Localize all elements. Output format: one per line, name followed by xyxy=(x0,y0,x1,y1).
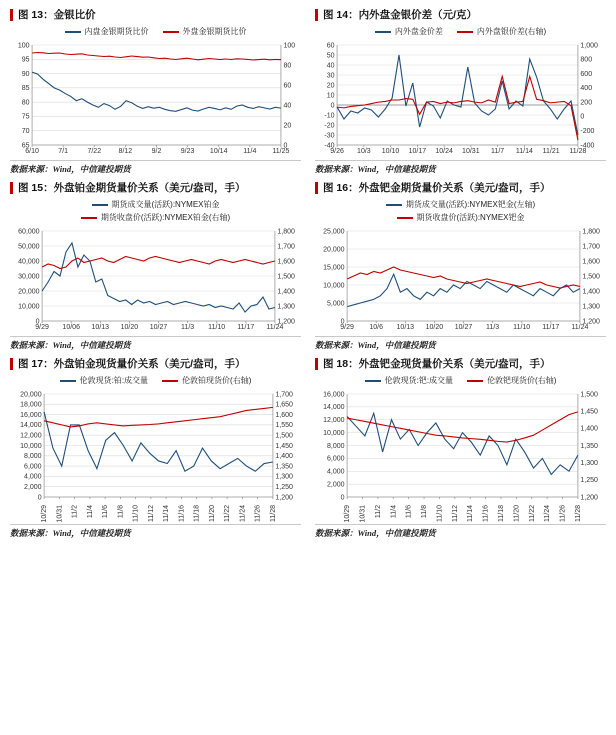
svg-text:9/29: 9/29 xyxy=(35,324,49,331)
legend-label: 期货成交量(活跃):NYMEX钯金(左轴) xyxy=(405,200,536,209)
svg-text:1,700: 1,700 xyxy=(275,391,293,399)
svg-text:1,300: 1,300 xyxy=(582,303,600,311)
panel-17-title xyxy=(10,357,301,371)
svg-text:1,250: 1,250 xyxy=(275,484,293,491)
svg-text:25,000: 25,000 xyxy=(323,228,345,236)
svg-text:60,000: 60,000 xyxy=(18,228,40,236)
svg-text:1,000: 1,000 xyxy=(580,42,598,50)
legend-item xyxy=(375,26,443,37)
svg-text:20: 20 xyxy=(326,82,335,90)
svg-text:10/14: 10/14 xyxy=(209,148,228,155)
panel-chart-18 xyxy=(315,357,606,539)
panel-16-chart xyxy=(315,225,606,335)
legend-label: 内外盘金价差 xyxy=(394,27,443,36)
panel-13-name: 金银比价 xyxy=(53,9,96,21)
svg-text:11/16: 11/16 xyxy=(178,505,186,522)
svg-text:10/27: 10/27 xyxy=(149,324,168,331)
legend-swatch-icon xyxy=(81,217,97,219)
panel-14-number: 图 14： xyxy=(323,9,359,21)
legend-item xyxy=(81,212,230,223)
svg-text:100: 100 xyxy=(283,42,296,50)
svg-text:0: 0 xyxy=(580,113,585,121)
svg-text:10/13: 10/13 xyxy=(91,324,110,331)
svg-text:4,000: 4,000 xyxy=(24,473,42,481)
legend-item xyxy=(92,199,220,210)
svg-text:11/8: 11/8 xyxy=(117,505,125,519)
svg-text:4,000: 4,000 xyxy=(327,468,345,476)
svg-text:16,000: 16,000 xyxy=(20,411,42,419)
title-accent-bar xyxy=(315,182,318,194)
svg-text:10/24: 10/24 xyxy=(435,148,453,155)
svg-text:-200: -200 xyxy=(580,128,595,136)
svg-text:90: 90 xyxy=(21,70,30,78)
legend-swatch-icon xyxy=(397,217,413,219)
svg-text:50: 50 xyxy=(326,52,335,60)
legend-swatch-icon xyxy=(375,31,391,33)
panel-13-source: 数据来源：Wind，中信建投期货 xyxy=(10,160,301,175)
svg-text:1,700: 1,700 xyxy=(582,243,600,251)
svg-text:1,200: 1,200 xyxy=(580,494,598,502)
panel-chart-16 xyxy=(315,181,606,351)
svg-text:-30: -30 xyxy=(324,132,335,140)
svg-text:5,000: 5,000 xyxy=(327,300,345,308)
svg-text:30: 30 xyxy=(326,72,335,80)
svg-text:1,300: 1,300 xyxy=(580,459,598,467)
svg-text:11/10: 11/10 xyxy=(208,324,226,331)
panel-chart-17 xyxy=(10,357,301,539)
svg-text:11/18: 11/18 xyxy=(193,505,201,522)
legend-item xyxy=(467,375,556,386)
svg-text:10/13: 10/13 xyxy=(396,324,415,331)
panel-16-name: 外盘钯金期货量价关系（美元/盎司，手） xyxy=(358,182,551,194)
svg-text:11/4: 11/4 xyxy=(243,148,257,155)
svg-text:95: 95 xyxy=(21,56,30,64)
svg-text:10,000: 10,000 xyxy=(323,282,345,290)
svg-text:11/2: 11/2 xyxy=(374,505,382,519)
title-accent-bar xyxy=(10,9,13,21)
svg-text:12,000: 12,000 xyxy=(20,432,42,440)
panel-14-name: 内外盘金银价差（元/克） xyxy=(358,9,478,21)
svg-text:10/27: 10/27 xyxy=(454,324,473,331)
svg-text:10/10: 10/10 xyxy=(381,148,400,155)
svg-text:40,000: 40,000 xyxy=(18,258,40,266)
svg-text:11/28: 11/28 xyxy=(569,148,587,155)
svg-text:11/6: 11/6 xyxy=(102,505,110,519)
svg-text:11/3: 11/3 xyxy=(486,324,500,331)
panel-14-legend xyxy=(315,26,606,37)
svg-text:400: 400 xyxy=(580,85,593,93)
svg-text:0: 0 xyxy=(37,494,42,502)
svg-text:-40: -40 xyxy=(324,142,335,150)
svg-text:8,000: 8,000 xyxy=(327,442,345,450)
legend-label: 内盘金银期货比价 xyxy=(84,27,149,36)
legend-swatch-icon xyxy=(457,31,473,33)
panel-16-legend xyxy=(315,199,606,223)
svg-text:10/31: 10/31 xyxy=(462,148,480,155)
svg-text:30,000: 30,000 xyxy=(18,273,40,281)
panel-17-number: 图 17： xyxy=(18,358,54,370)
svg-text:85: 85 xyxy=(21,85,30,93)
svg-text:1,500: 1,500 xyxy=(275,432,293,440)
legend-item xyxy=(397,212,525,223)
svg-text:1,200: 1,200 xyxy=(277,318,295,326)
svg-text:0: 0 xyxy=(340,494,345,502)
svg-text:10/6: 10/6 xyxy=(369,324,384,331)
svg-text:10,000: 10,000 xyxy=(323,429,345,437)
legend-label: 伦敦现货:钯:成交量 xyxy=(384,376,454,385)
svg-text:11/26: 11/26 xyxy=(254,505,262,522)
svg-text:11/28: 11/28 xyxy=(269,505,277,522)
title-accent-bar xyxy=(315,9,318,21)
svg-text:1,350: 1,350 xyxy=(275,463,293,471)
svg-text:1,400: 1,400 xyxy=(277,288,295,296)
svg-text:50,000: 50,000 xyxy=(18,243,40,251)
panel-13-legend xyxy=(10,26,301,37)
svg-text:1,600: 1,600 xyxy=(277,258,295,266)
legend-label: 伦敦铂现货价(右轴) xyxy=(182,376,252,385)
panel-chart-15 xyxy=(10,181,301,351)
panel-15-title xyxy=(10,181,301,195)
panel-18-name: 外盘钯金现货量价关系（美元/盎司，手） xyxy=(358,358,551,370)
svg-text:1,500: 1,500 xyxy=(582,273,600,281)
svg-text:1,500: 1,500 xyxy=(277,273,295,281)
svg-text:11/24: 11/24 xyxy=(239,505,247,522)
svg-text:1,350: 1,350 xyxy=(580,442,598,450)
svg-text:11/4: 11/4 xyxy=(390,505,398,519)
svg-text:1,500: 1,500 xyxy=(580,391,598,399)
svg-text:1,300: 1,300 xyxy=(277,303,295,311)
svg-text:-10: -10 xyxy=(324,112,335,120)
svg-text:1,800: 1,800 xyxy=(277,228,295,236)
svg-text:1,700: 1,700 xyxy=(277,243,295,251)
svg-text:16,000: 16,000 xyxy=(323,391,345,399)
svg-text:11/18: 11/18 xyxy=(497,505,505,522)
panel-15-number: 图 15： xyxy=(18,182,54,194)
svg-text:11/2: 11/2 xyxy=(71,505,79,519)
svg-text:10/20: 10/20 xyxy=(120,324,139,331)
legend-swatch-icon xyxy=(365,380,381,382)
panel-16-title xyxy=(315,181,606,195)
svg-text:1,450: 1,450 xyxy=(580,408,598,416)
svg-text:1,300: 1,300 xyxy=(275,473,293,481)
svg-text:14,000: 14,000 xyxy=(323,404,345,412)
panel-16-source: 数据来源：Wind，中信建投期货 xyxy=(315,336,606,351)
title-accent-bar xyxy=(315,358,318,370)
svg-text:1,600: 1,600 xyxy=(582,258,600,266)
panel-18-title xyxy=(315,357,606,371)
svg-text:65: 65 xyxy=(21,142,30,150)
svg-text:200: 200 xyxy=(580,99,593,107)
svg-text:-400: -400 xyxy=(580,142,595,150)
panel-18-source: 数据来源：Wind，中信建投期货 xyxy=(315,524,606,539)
svg-text:11/24: 11/24 xyxy=(571,324,589,331)
svg-text:1,200: 1,200 xyxy=(275,494,293,502)
title-accent-bar xyxy=(10,358,13,370)
legend-label: 内外盘银价差(右轴) xyxy=(476,27,547,36)
panel-17-legend xyxy=(10,375,301,386)
svg-text:1,400: 1,400 xyxy=(580,425,598,433)
svg-text:8/12: 8/12 xyxy=(118,148,133,155)
svg-text:11/24: 11/24 xyxy=(544,505,552,522)
svg-text:11/10: 11/10 xyxy=(436,505,444,522)
svg-text:2,000: 2,000 xyxy=(24,484,42,491)
svg-text:9/29: 9/29 xyxy=(340,324,354,331)
svg-text:11/26: 11/26 xyxy=(559,505,567,522)
legend-label: 期货收盘价(活跃):NYMEX铂金(右轴) xyxy=(100,213,231,222)
svg-text:11/28: 11/28 xyxy=(574,505,582,522)
legend-swatch-icon xyxy=(92,204,108,206)
legend-swatch-icon xyxy=(467,380,483,382)
legend-item xyxy=(60,375,148,386)
legend-swatch-icon xyxy=(163,31,179,33)
legend-label: 期货收盘价(活跃):NYMEX钯金 xyxy=(416,213,525,222)
svg-text:11/20: 11/20 xyxy=(513,505,521,522)
svg-text:11/12: 11/12 xyxy=(451,505,459,522)
svg-text:10/3: 10/3 xyxy=(357,148,371,155)
panel-13-number: 图 13： xyxy=(18,9,54,21)
svg-text:10: 10 xyxy=(326,92,335,100)
legend-item xyxy=(162,375,251,386)
svg-text:1,550: 1,550 xyxy=(275,422,293,430)
svg-text:11/4: 11/4 xyxy=(86,505,94,519)
svg-text:10,000: 10,000 xyxy=(18,303,40,311)
svg-text:11/14: 11/14 xyxy=(467,505,475,522)
title-accent-bar xyxy=(10,182,13,194)
svg-text:10/20: 10/20 xyxy=(425,324,444,331)
svg-text:1,250: 1,250 xyxy=(580,477,598,485)
panel-chart-14 xyxy=(315,8,606,175)
panel-15-name: 外盘铂金期货量价关系（美元/盎司，手） xyxy=(53,182,246,194)
svg-text:11/22: 11/22 xyxy=(224,505,232,522)
svg-text:40: 40 xyxy=(326,62,335,70)
svg-text:1,650: 1,650 xyxy=(275,401,293,409)
svg-text:10/29: 10/29 xyxy=(41,505,49,523)
svg-text:11/10: 11/10 xyxy=(513,324,531,331)
svg-text:11/6: 11/6 xyxy=(405,505,413,519)
panel-14-source: 数据来源：Wind，中信建投期货 xyxy=(315,160,606,175)
svg-text:1,600: 1,600 xyxy=(275,411,293,419)
svg-text:11/17: 11/17 xyxy=(542,324,560,331)
svg-text:1,200: 1,200 xyxy=(582,318,600,326)
svg-text:20,000: 20,000 xyxy=(18,288,40,296)
legend-label: 期货成交量(活跃):NYMEX铂金 xyxy=(111,200,220,209)
legend-item xyxy=(457,26,546,37)
svg-text:8,000: 8,000 xyxy=(24,453,42,461)
svg-text:20,000: 20,000 xyxy=(323,246,345,254)
svg-text:80: 80 xyxy=(21,99,30,107)
svg-text:11/20: 11/20 xyxy=(208,505,216,522)
svg-text:7/1: 7/1 xyxy=(58,148,69,155)
svg-text:10/29: 10/29 xyxy=(344,505,352,523)
legend-item xyxy=(365,375,453,386)
svg-text:75: 75 xyxy=(21,113,30,121)
svg-text:1,800: 1,800 xyxy=(582,228,600,236)
panel-13-title xyxy=(10,8,301,22)
legend-swatch-icon xyxy=(60,380,76,382)
svg-text:0: 0 xyxy=(283,142,288,150)
legend-label: 伦敦现货:铂:成交量 xyxy=(79,376,149,385)
svg-text:11/3: 11/3 xyxy=(181,324,195,331)
panel-16-number: 图 16： xyxy=(323,182,359,194)
svg-text:11/24: 11/24 xyxy=(266,324,284,331)
svg-text:20: 20 xyxy=(283,122,292,130)
svg-text:1,400: 1,400 xyxy=(582,288,600,296)
svg-text:40: 40 xyxy=(283,102,292,110)
svg-text:11/16: 11/16 xyxy=(482,505,490,522)
svg-text:10/17: 10/17 xyxy=(408,148,427,155)
legend-item xyxy=(65,26,149,37)
svg-text:9/26: 9/26 xyxy=(330,148,344,155)
panel-17-name: 外盘铂金现货量价关系（美元/盎司，手） xyxy=(53,358,246,370)
svg-text:9/23: 9/23 xyxy=(180,148,195,155)
svg-text:0: 0 xyxy=(330,102,335,110)
svg-text:11/22: 11/22 xyxy=(528,505,536,522)
svg-text:11/10: 11/10 xyxy=(132,505,140,522)
panel-15-legend xyxy=(10,199,301,223)
panel-15-chart xyxy=(10,225,301,335)
svg-text:10/06: 10/06 xyxy=(62,324,80,331)
legend-label: 外盘金银期货比价 xyxy=(182,27,247,36)
panel-14-title xyxy=(315,8,606,22)
svg-text:7/22: 7/22 xyxy=(87,148,102,155)
panel-14-chart xyxy=(315,39,606,159)
panel-18-number: 图 18： xyxy=(323,358,359,370)
panel-18-legend xyxy=(315,375,606,386)
svg-text:-20: -20 xyxy=(324,122,335,130)
svg-text:15,000: 15,000 xyxy=(323,264,345,272)
svg-text:10,000: 10,000 xyxy=(20,442,42,450)
svg-text:600: 600 xyxy=(580,70,593,78)
legend-swatch-icon xyxy=(386,204,402,206)
svg-text:60: 60 xyxy=(326,42,335,50)
svg-text:2,000: 2,000 xyxy=(327,481,345,489)
svg-text:1,400: 1,400 xyxy=(275,453,293,461)
svg-text:18,000: 18,000 xyxy=(20,401,42,409)
svg-text:10/31: 10/31 xyxy=(56,505,64,523)
legend-label: 伦敦钯现货价(右轴) xyxy=(487,376,557,385)
svg-text:9/2: 9/2 xyxy=(151,148,162,155)
svg-text:70: 70 xyxy=(21,128,30,136)
legend-item xyxy=(386,199,535,210)
chart-grid xyxy=(10,8,606,545)
svg-text:60: 60 xyxy=(283,82,292,90)
svg-text:11/7: 11/7 xyxy=(491,148,505,155)
svg-text:10/31: 10/31 xyxy=(359,505,367,523)
panel-17-chart xyxy=(10,388,301,523)
svg-text:11/12: 11/12 xyxy=(147,505,155,522)
svg-text:11/21: 11/21 xyxy=(542,148,560,155)
panel-13-chart xyxy=(10,39,301,159)
svg-text:6,000: 6,000 xyxy=(327,455,345,463)
svg-text:11/14: 11/14 xyxy=(515,148,533,155)
svg-text:11/8: 11/8 xyxy=(421,505,429,519)
svg-text:14,000: 14,000 xyxy=(20,422,42,430)
svg-text:12,000: 12,000 xyxy=(323,417,345,425)
panel-17-source: 数据来源：Wind，中信建投期货 xyxy=(10,524,301,539)
svg-text:6/10: 6/10 xyxy=(25,148,39,155)
panel-15-source: 数据来源：Wind，中信建投期货 xyxy=(10,336,301,351)
svg-text:11/14: 11/14 xyxy=(163,505,171,522)
svg-text:20,000: 20,000 xyxy=(20,391,42,399)
legend-swatch-icon xyxy=(162,380,178,382)
panel-18-chart xyxy=(315,388,606,523)
svg-text:800: 800 xyxy=(580,56,593,64)
legend-item xyxy=(163,26,247,37)
svg-text:6,000: 6,000 xyxy=(24,463,42,471)
svg-text:100: 100 xyxy=(17,42,30,50)
svg-text:11/17: 11/17 xyxy=(237,324,255,331)
svg-text:0: 0 xyxy=(35,318,40,326)
svg-text:0: 0 xyxy=(340,318,345,326)
legend-swatch-icon xyxy=(65,31,81,33)
panel-chart-13 xyxy=(10,8,301,175)
svg-text:11/25: 11/25 xyxy=(272,148,290,155)
svg-text:80: 80 xyxy=(283,62,292,70)
svg-text:1,450: 1,450 xyxy=(275,442,293,450)
